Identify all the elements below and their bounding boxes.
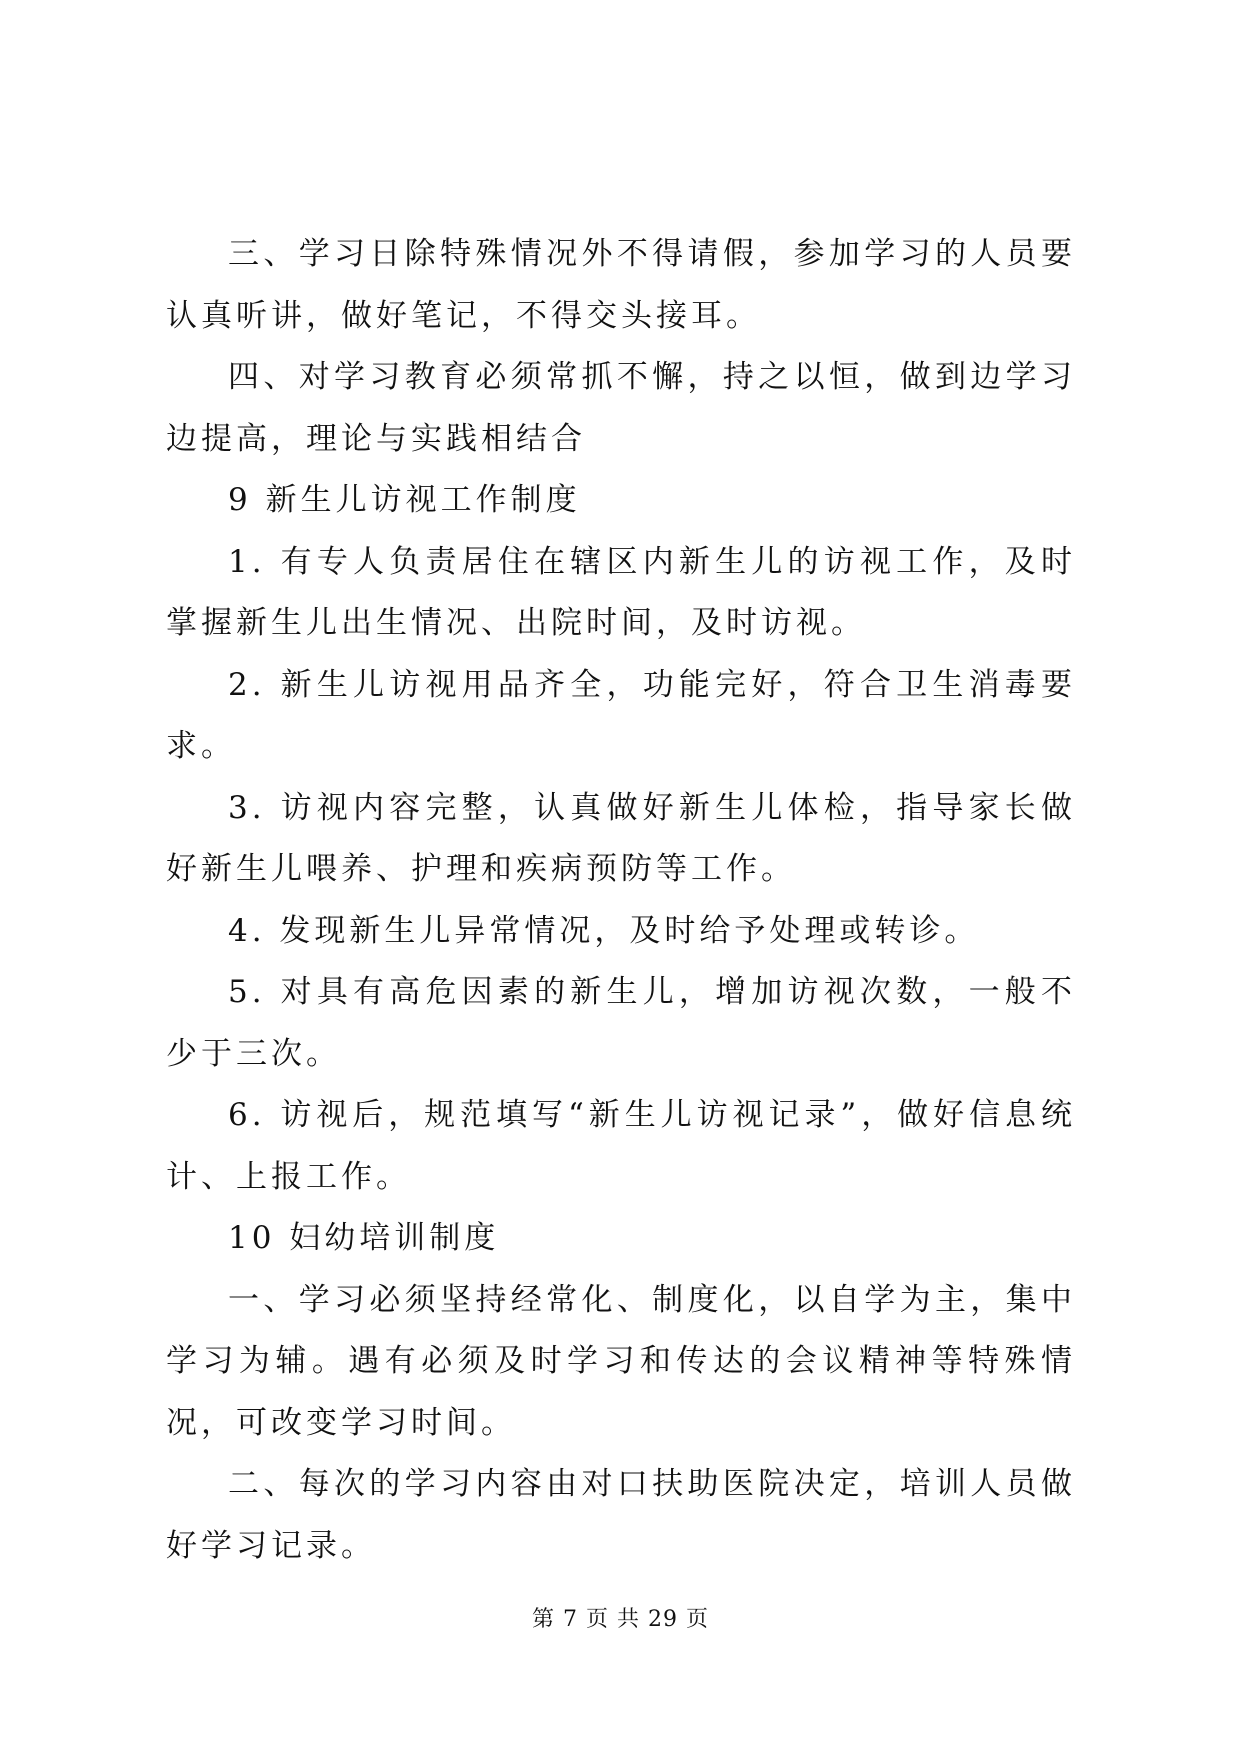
paragraph-rule-4: 四、对学习教育必须常抓不懈，持之以恒，做到边学习边提高，理论与实践相结合 (166, 359, 1076, 457)
paragraph-newborn-1: 1. 有专人负责居住在辖区内新生儿的访视工作，及时掌握新生儿出生情况、出院时间，及时访视。 (166, 543, 1076, 641)
page-number-footer: 第 7 页 共 29 页 (532, 1607, 709, 1632)
document-body (166, 224, 1076, 1577)
paragraph-newborn-3: 3. 访视内容完整，认真做好新生儿体检，指导家长做好新生儿喂养、护理和疾病预防等工作。 (166, 789, 1076, 887)
section-heading-training: 10 妇幼培训制度 (228, 1220, 500, 1256)
section-heading-newborn-visit: 9 新生儿访视工作制度 (228, 482, 581, 518)
paragraph-newborn-4: 4. 发现新生儿异常情况，及时给予处理或转诊。 (228, 912, 980, 949)
paragraph-training-1: 一、学习必须坚持经常化、制度化，以自学为主，集中学习为辅。遇有必须及时学习和传达的会议精神等特殊情况，可改变学习时间。 (166, 1281, 1076, 1441)
paragraph-rule-3: 三、学习日除特殊情况外不得请假，参加学习的人员要认真听讲，做好笔记，不得交头接耳。 (166, 236, 1076, 334)
paragraph-newborn-5: 5. 对具有高危因素的新生儿，增加访视次数，一般不少于三次。 (166, 974, 1076, 1072)
paragraph-newborn-2: 2. 新生儿访视用品齐全，功能完好，符合卫生消毒要求。 (166, 666, 1076, 764)
paragraph-training-2: 二、每次的学习内容由对口扶助医院决定，培训人员做好学习记录。 (166, 1466, 1076, 1564)
paragraph-newborn-6: 6. 访视后，规范填写“新生儿访视记录”，做好信息统计、上报工作。 (166, 1097, 1076, 1195)
